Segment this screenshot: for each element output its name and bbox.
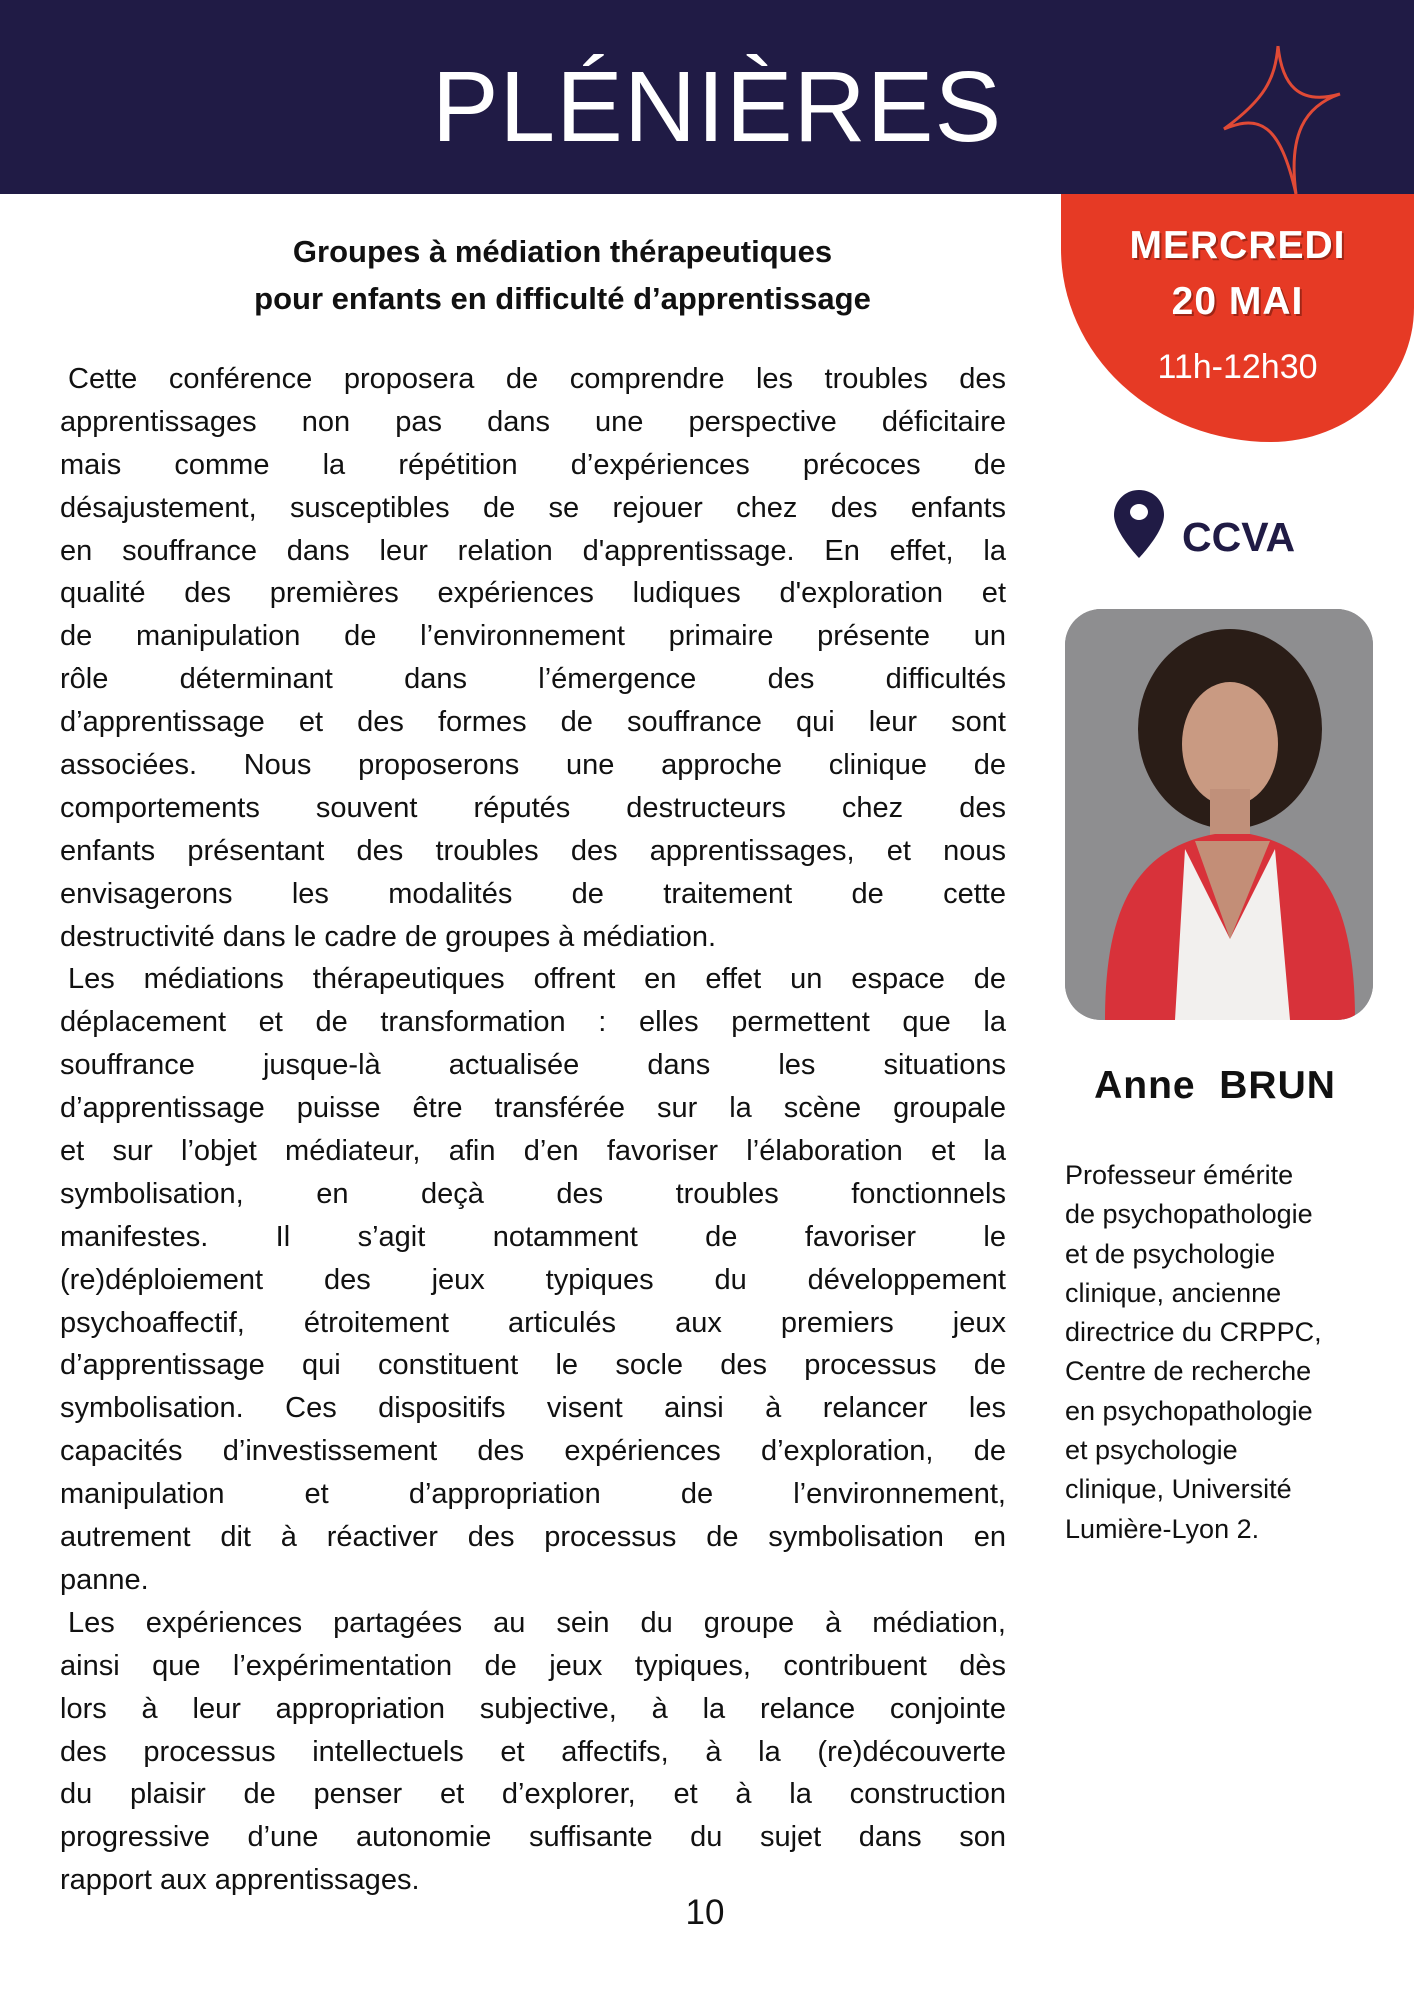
paragraph-line: d’apprentissage puisse être transférée sur la scène groupale xyxy=(60,1092,1006,1125)
paragraph-line: Cette conférence proposera de comprendre les troubles des xyxy=(68,363,1006,395)
speaker-bio xyxy=(1065,1156,1405,1549)
speaker-photo xyxy=(1065,609,1373,1020)
bio-line: Centre de recherche xyxy=(1065,1356,1312,1387)
paragraph-line: et sur l’objet médiateur, afin d’en favoriser l’élaboration et la xyxy=(60,1135,1006,1168)
paragraph-line: en souffrance dans leur relation d'apprentissage. En effet, la xyxy=(60,534,1006,567)
bio-line: de psychopathologie xyxy=(1065,1199,1313,1230)
paragraph-line: ainsi que l’expérimentation de jeux typiques, contribuent dès xyxy=(60,1649,1006,1682)
page-number: 10 xyxy=(685,1893,725,1932)
page-title: PLÉNIÈRES xyxy=(431,51,1003,163)
bio-line: clinique, Université xyxy=(1065,1474,1292,1505)
bio-line: et psychologie xyxy=(1065,1435,1238,1466)
paragraph-line: manipulation et d’appropriation de l’environnement, xyxy=(60,1478,1006,1511)
paragraph-line: symbolisation. Ces dispositifs visent ainsi à relancer les xyxy=(60,1392,1006,1425)
paragraph-line: souffrance jusque-là actualisée dans les situations xyxy=(60,1049,1006,1082)
paragraph-line: autrement dit à réactiver des processus de symbolisation en xyxy=(60,1521,1006,1554)
paragraph-line: des processus intellectuels et affectifs, à la (re)découverte xyxy=(60,1735,1006,1768)
paragraph xyxy=(60,958,1006,1601)
talk-title xyxy=(100,228,1025,322)
paragraph-line: d’apprentissage qui constituent le socle des processus de xyxy=(60,1349,1006,1382)
map-pin-icon xyxy=(1114,490,1164,558)
paragraph-line: Les expériences partagées au sein du groupe à médiation, xyxy=(68,1606,1006,1639)
paragraph-line: d’apprentissage et des formes de souffrance qui leur sont xyxy=(60,706,1006,739)
bio-line: et de psychologie xyxy=(1065,1238,1276,1269)
paragraph-line: associées. Nous proposerons une approche clinique de xyxy=(60,749,1006,782)
paragraph-line: envisagerons les modalités de traitement de cette xyxy=(60,877,1006,910)
header-banner xyxy=(0,0,1414,194)
paragraph xyxy=(60,1602,1006,1902)
paragraph-line: rôle déterminant dans l’émergence des difficultés xyxy=(60,663,1006,696)
talk-title-line: pour enfants en difficulté d’apprentissage xyxy=(254,281,871,316)
talk-title-line: Groupes à médiation thérapeutiques xyxy=(292,234,833,269)
paragraph-line: panne. xyxy=(60,1563,149,1596)
bio-line: Lumière-Lyon 2. xyxy=(1065,1513,1260,1544)
paragraph-line: rapport aux apprentissages. xyxy=(60,1864,420,1897)
bio-line: directrice du CRPPC, xyxy=(1065,1317,1322,1348)
date-day-number: 20 MAI xyxy=(1171,280,1304,323)
date-badge xyxy=(1061,194,1414,442)
session-time: 11h-12h30 xyxy=(1157,348,1318,386)
bio-line: Professeur émérite xyxy=(1065,1160,1294,1190)
bio-line: en psychopathologie xyxy=(1065,1395,1313,1426)
paragraph-line: manifestes. Il s’agit notamment de favoriser le xyxy=(60,1220,1006,1253)
paragraph-line: comportements souvent réputés destructeurs chez des xyxy=(60,791,1006,824)
paragraph-line: psychoaffectif, étroitement articulés aux premiers jeux xyxy=(60,1306,1006,1339)
paragraph-line: capacités d’investissement des expériences d’exploration, de xyxy=(60,1435,1006,1468)
paragraph-line: progressive d’une autonomie suffisante du sujet dans son xyxy=(60,1821,1006,1854)
paragraph-line: (re)déploiement des jeux typiques du développement xyxy=(60,1263,1006,1296)
bio-line: clinique, ancienne xyxy=(1065,1277,1282,1308)
paragraph-line: symbolisation, en deçà des troubles fonctionnels xyxy=(60,1177,1006,1210)
paragraph-line: du plaisir de penser et d’explorer, et à la construction xyxy=(60,1778,1006,1811)
paragraph-line: mais comme la répétition d’expériences précoces de xyxy=(60,448,1006,481)
paragraph-line: déplacement et de transformation : elles permettent que la xyxy=(60,1006,1006,1039)
sparkle-star-icon xyxy=(1220,44,1345,194)
speaker-name: Anne BRUN xyxy=(1094,1064,1336,1107)
paragraph-line: enfants présentant des troubles des apprentissages, et nous xyxy=(60,834,1006,867)
paragraph-line: qualité des premières expériences ludiques d'exploration et xyxy=(60,577,1006,610)
paragraph-line: apprentissages non pas dans une perspective déficitaire xyxy=(60,405,1006,438)
paragraph-line: lors à leur appropriation subjective, à la relance conjointe xyxy=(60,1692,1006,1725)
paragraph-line: désajustement, susceptibles de se rejouer chez des enfants xyxy=(60,491,1006,524)
venue-name: CCVA xyxy=(1182,514,1296,560)
date-day: MERCREDI xyxy=(1129,224,1346,267)
talk-description xyxy=(60,358,1006,1902)
paragraph-line: Les médiations thérapeutiques offrent en effet un espace de xyxy=(68,963,1006,996)
paragraph-line: de manipulation de l’environnement primaire présente un xyxy=(60,620,1006,653)
paragraph-line: destructivité dans le cadre de groupes à médiation. xyxy=(60,920,717,953)
paragraph xyxy=(60,358,1006,958)
